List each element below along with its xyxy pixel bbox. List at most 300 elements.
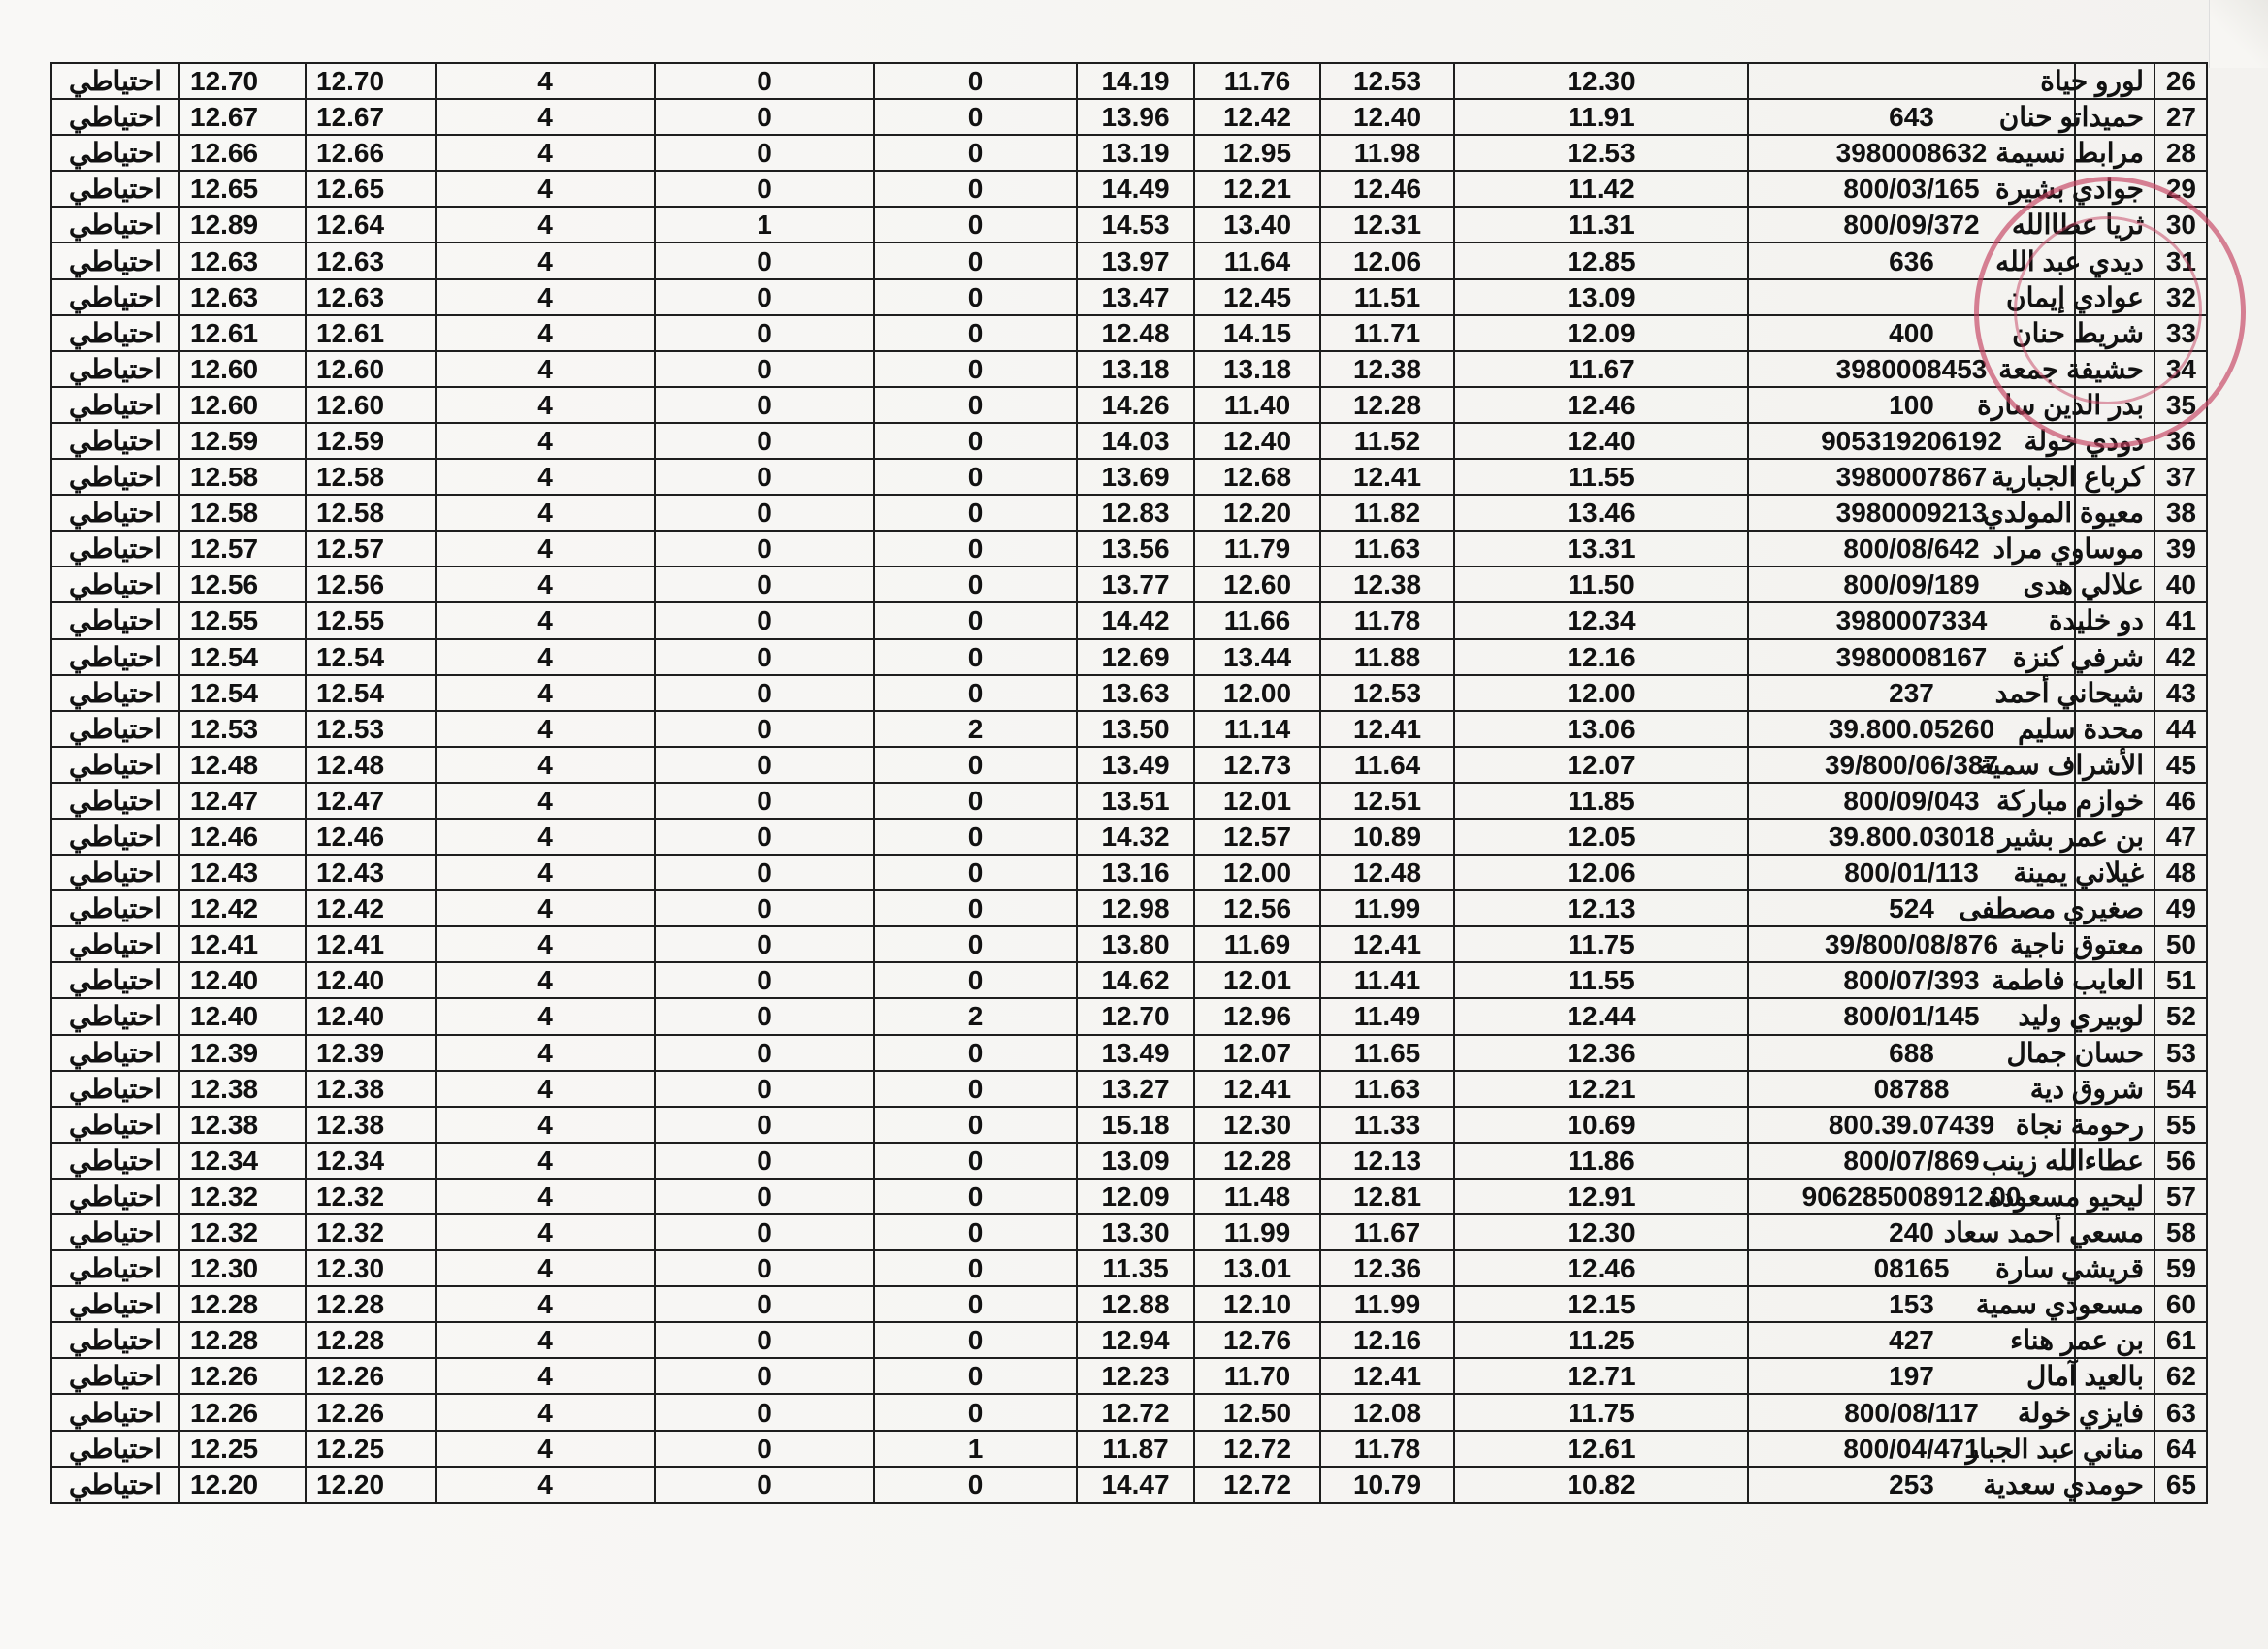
cell-id: 3980007334 (1748, 602, 2075, 638)
cell-g1: 11.75 (1454, 1394, 1748, 1430)
cell-idx: 63 (2155, 1394, 2207, 1430)
cell-c2: 0 (655, 1250, 874, 1286)
cell-c2: 0 (655, 566, 874, 602)
cell-g4: 13.69 (1077, 459, 1194, 495)
cell-g1: 12.40 (1454, 423, 1748, 459)
cell-idx: 51 (2155, 962, 2207, 998)
cell-id: 08165 (1748, 1250, 2075, 1286)
cell-id: 800/01/113 (1748, 855, 2075, 890)
cell-status: احتياطي (51, 962, 179, 998)
cell-c3: 4 (436, 747, 655, 783)
table-row (51, 1107, 2207, 1143)
cell-c2: 0 (655, 135, 874, 171)
cell-c3: 4 (436, 783, 655, 819)
cell-g2: 11.64 (1320, 747, 1454, 783)
cell-s1: 12.46 (179, 819, 306, 855)
cell-g4: 11.35 (1077, 1250, 1194, 1286)
cell-id: 39/800/08/876 (1748, 926, 2075, 962)
cell-c1: 0 (874, 962, 1077, 998)
cell-s1: 12.66 (179, 135, 306, 171)
cell-g2: 12.41 (1320, 926, 1454, 962)
cell-s1: 12.38 (179, 1107, 306, 1143)
cell-g4: 12.83 (1077, 495, 1194, 531)
cell-s1: 12.63 (179, 279, 306, 315)
cell-status: احتياطي (51, 171, 179, 207)
cell-s2: 12.34 (306, 1143, 436, 1179)
cell-g2: 12.41 (1320, 1358, 1454, 1394)
cell-c1: 0 (874, 242, 1077, 278)
cell-g3: 11.14 (1194, 711, 1320, 747)
cell-g3: 12.60 (1194, 566, 1320, 602)
cell-s2: 12.61 (306, 315, 436, 351)
cell-g3: 13.44 (1194, 639, 1320, 675)
cell-c2: 0 (655, 962, 874, 998)
table-row (51, 135, 2207, 171)
cell-s1: 12.53 (179, 711, 306, 747)
cell-status: احتياطي (51, 639, 179, 675)
cell-c1: 0 (874, 566, 1077, 602)
cell-status: احتياطي (51, 602, 179, 638)
cell-s2: 12.60 (306, 387, 436, 423)
table-row (51, 315, 2207, 351)
cell-g4: 12.48 (1077, 315, 1194, 351)
cell-g2: 12.41 (1320, 459, 1454, 495)
cell-g3: 12.41 (1194, 1071, 1320, 1107)
cell-c1: 0 (874, 926, 1077, 962)
cell-s2: 12.54 (306, 639, 436, 675)
cell-status: احتياطي (51, 819, 179, 855)
cell-idx: 38 (2155, 495, 2207, 531)
cell-c3: 4 (436, 890, 655, 926)
cell-status: احتياطي (51, 1107, 179, 1143)
cell-id: 3980007867 (1748, 459, 2075, 495)
cell-s2: 12.64 (306, 207, 436, 242)
cell-name: حومدي سعدية (2075, 1467, 2155, 1503)
cell-c2: 0 (655, 495, 874, 531)
cell-g2: 11.52 (1320, 423, 1454, 459)
cell-s1: 12.56 (179, 566, 306, 602)
cell-s1: 12.32 (179, 1179, 306, 1214)
cell-g3: 13.01 (1194, 1250, 1320, 1286)
cell-idx: 45 (2155, 747, 2207, 783)
cell-g3: 12.40 (1194, 423, 1320, 459)
cell-status: احتياطي (51, 315, 179, 351)
table-row (51, 1286, 2207, 1322)
cell-s2: 12.47 (306, 783, 436, 819)
cell-g3: 12.20 (1194, 495, 1320, 531)
cell-s2: 12.63 (306, 242, 436, 278)
cell-g2: 10.89 (1320, 819, 1454, 855)
cell-g2: 12.53 (1320, 675, 1454, 711)
cell-s1: 12.39 (179, 1035, 306, 1071)
table-row (51, 1431, 2207, 1467)
cell-s1: 12.20 (179, 1467, 306, 1503)
cell-s1: 12.38 (179, 1071, 306, 1107)
cell-c1: 1 (874, 1431, 1077, 1467)
cell-c3: 4 (436, 279, 655, 315)
cell-s1: 12.40 (179, 998, 306, 1034)
cell-s1: 12.89 (179, 207, 306, 242)
cell-name: معتوق ناجية (2075, 926, 2155, 962)
cell-g3: 12.96 (1194, 998, 1320, 1034)
cell-c2: 0 (655, 1214, 874, 1250)
cell-name: حسان جمال (2075, 1035, 2155, 1071)
cell-status: احتياطي (51, 63, 179, 99)
cell-status: احتياطي (51, 459, 179, 495)
cell-status: احتياطي (51, 1322, 179, 1358)
cell-name: العايب فاطمة (2075, 962, 2155, 998)
cell-s2: 12.25 (306, 1431, 436, 1467)
cell-g2: 12.36 (1320, 1250, 1454, 1286)
cell-g3: 12.57 (1194, 819, 1320, 855)
cell-c2: 0 (655, 747, 874, 783)
cell-g1: 12.13 (1454, 890, 1748, 926)
cell-c2: 0 (655, 279, 874, 315)
cell-idx: 43 (2155, 675, 2207, 711)
cell-name: معيوة المولدي (2075, 495, 2155, 531)
cell-id: 800/08/117 (1748, 1394, 2075, 1430)
table-row (51, 890, 2207, 926)
cell-c3: 4 (436, 1143, 655, 1179)
cell-idx: 29 (2155, 171, 2207, 207)
cell-s2: 12.28 (306, 1286, 436, 1322)
cell-c3: 4 (436, 1250, 655, 1286)
cell-name: بن عمر بشير (2075, 819, 2155, 855)
cell-c1: 0 (874, 1358, 1077, 1394)
cell-g4: 13.51 (1077, 783, 1194, 819)
cell-c1: 0 (874, 747, 1077, 783)
table-row (51, 747, 2207, 783)
cell-idx: 46 (2155, 783, 2207, 819)
cell-g4: 13.27 (1077, 1071, 1194, 1107)
cell-c3: 4 (436, 1286, 655, 1322)
cell-c3: 4 (436, 351, 655, 387)
table-row (51, 566, 2207, 602)
cell-c1: 0 (874, 1286, 1077, 1322)
cell-g3: 12.73 (1194, 747, 1320, 783)
cell-s2: 12.40 (306, 998, 436, 1034)
cell-s2: 12.65 (306, 171, 436, 207)
cell-g1: 12.30 (1454, 63, 1748, 99)
cell-g1: 11.50 (1454, 566, 1748, 602)
cell-c3: 4 (436, 855, 655, 890)
cell-s1: 12.55 (179, 602, 306, 638)
cell-g4: 12.72 (1077, 1394, 1194, 1430)
cell-c1: 0 (874, 1071, 1077, 1107)
cell-c1: 0 (874, 819, 1077, 855)
cell-s2: 12.60 (306, 351, 436, 387)
cell-id: 08788 (1748, 1071, 2075, 1107)
cell-idx: 62 (2155, 1358, 2207, 1394)
cell-g1: 12.00 (1454, 675, 1748, 711)
cell-g1: 11.75 (1454, 926, 1748, 962)
cell-name: رحومة نجاة (2075, 1107, 2155, 1143)
cell-s2: 12.26 (306, 1394, 436, 1430)
cell-c3: 4 (436, 1394, 655, 1430)
cell-g1: 12.30 (1454, 1214, 1748, 1250)
cell-c3: 4 (436, 1322, 655, 1358)
table-row (51, 531, 2207, 566)
cell-id: 3980009213 (1748, 495, 2075, 531)
table-row (51, 602, 2207, 638)
table-row (51, 711, 2207, 747)
cell-c2: 0 (655, 1286, 874, 1322)
cell-status: احتياطي (51, 1358, 179, 1394)
cell-s1: 12.41 (179, 926, 306, 962)
cell-c1: 0 (874, 855, 1077, 890)
cell-id: 237 (1748, 675, 2075, 711)
cell-c3: 4 (436, 926, 655, 962)
cell-c3: 4 (436, 602, 655, 638)
table-row (51, 351, 2207, 387)
cell-c3: 4 (436, 1214, 655, 1250)
cell-g2: 12.46 (1320, 171, 1454, 207)
cell-status: احتياطي (51, 675, 179, 711)
cell-name: فايزي خولة (2075, 1394, 2155, 1430)
cell-g4: 12.69 (1077, 639, 1194, 675)
cell-s1: 12.58 (179, 459, 306, 495)
cell-c1: 0 (874, 315, 1077, 351)
cell-c2: 0 (655, 171, 874, 207)
cell-g1: 12.46 (1454, 387, 1748, 423)
cell-c2: 0 (655, 1467, 874, 1503)
cell-g2: 12.40 (1320, 99, 1454, 135)
table-row (51, 1035, 2207, 1071)
cell-g4: 13.30 (1077, 1214, 1194, 1250)
cell-c1: 0 (874, 1179, 1077, 1214)
cell-g1: 10.82 (1454, 1467, 1748, 1503)
cell-g2: 12.31 (1320, 207, 1454, 242)
cell-g1: 13.31 (1454, 531, 1748, 566)
cell-s2: 12.41 (306, 926, 436, 962)
cell-id: 153 (1748, 1286, 2075, 1322)
cell-g3: 12.72 (1194, 1467, 1320, 1503)
cell-g2: 11.41 (1320, 962, 1454, 998)
cell-status: احتياطي (51, 207, 179, 242)
cell-name: شرفي كنزة (2075, 639, 2155, 675)
cell-g1: 12.44 (1454, 998, 1748, 1034)
cell-g2: 11.98 (1320, 135, 1454, 171)
cell-idx: 39 (2155, 531, 2207, 566)
cell-c1: 0 (874, 63, 1077, 99)
cell-idx: 32 (2155, 279, 2207, 315)
cell-s1: 12.54 (179, 675, 306, 711)
cell-idx: 56 (2155, 1143, 2207, 1179)
cell-g4: 13.50 (1077, 711, 1194, 747)
cell-c3: 4 (436, 459, 655, 495)
cell-c2: 0 (655, 1358, 874, 1394)
cell-g2: 12.13 (1320, 1143, 1454, 1179)
cell-idx: 33 (2155, 315, 2207, 351)
cell-id (1748, 63, 2075, 99)
cell-g3: 12.45 (1194, 279, 1320, 315)
cell-s1: 12.54 (179, 639, 306, 675)
table-row (51, 1214, 2207, 1250)
cell-c2: 0 (655, 711, 874, 747)
cell-g2: 12.53 (1320, 63, 1454, 99)
cell-s1: 12.34 (179, 1143, 306, 1179)
cell-id: 427 (1748, 1322, 2075, 1358)
cell-g4: 14.47 (1077, 1467, 1194, 1503)
cell-c2: 0 (655, 926, 874, 962)
cell-g4: 13.63 (1077, 675, 1194, 711)
cell-g2: 12.38 (1320, 566, 1454, 602)
cell-g2: 11.82 (1320, 495, 1454, 531)
cell-name: جوادي بشيرة (2075, 171, 2155, 207)
cell-g2: 12.28 (1320, 387, 1454, 423)
cell-name: مسعي أحمد سعاد (2075, 1214, 2155, 1250)
cell-g2: 11.71 (1320, 315, 1454, 351)
cell-g3: 11.40 (1194, 387, 1320, 423)
cell-idx: 50 (2155, 926, 2207, 962)
cell-status: احتياطي (51, 279, 179, 315)
table-row (51, 1179, 2207, 1214)
table-row (51, 1394, 2207, 1430)
cell-idx: 59 (2155, 1250, 2207, 1286)
cell-c2: 0 (655, 1179, 874, 1214)
cell-status: احتياطي (51, 1431, 179, 1467)
table-row (51, 1071, 2207, 1107)
cell-g1: 12.85 (1454, 242, 1748, 278)
cell-c1: 0 (874, 459, 1077, 495)
cell-c3: 4 (436, 639, 655, 675)
cell-id: 253 (1748, 1467, 2075, 1503)
cell-name: عوادي إيمان (2075, 279, 2155, 315)
cell-c3: 4 (436, 1431, 655, 1467)
table-row (51, 279, 2207, 315)
cell-idx: 44 (2155, 711, 2207, 747)
cell-id: 39.800.03018 (1748, 819, 2075, 855)
cell-c3: 4 (436, 423, 655, 459)
cell-g4: 13.09 (1077, 1143, 1194, 1179)
cell-id: 800.39.07439 (1748, 1107, 2075, 1143)
cell-status: احتياطي (51, 495, 179, 531)
cell-s2: 12.55 (306, 602, 436, 638)
cell-idx: 40 (2155, 566, 2207, 602)
cell-s2: 12.30 (306, 1250, 436, 1286)
cell-g3: 12.00 (1194, 855, 1320, 890)
cell-id: 800/09/372 (1748, 207, 2075, 242)
cell-name: حميداتو حنان (2075, 99, 2155, 135)
cell-c1: 0 (874, 1250, 1077, 1286)
cell-g3: 12.30 (1194, 1107, 1320, 1143)
cell-g4: 13.77 (1077, 566, 1194, 602)
cell-g1: 11.67 (1454, 351, 1748, 387)
cell-g1: 12.05 (1454, 819, 1748, 855)
cell-g2: 10.79 (1320, 1467, 1454, 1503)
cell-g1: 11.42 (1454, 171, 1748, 207)
cell-g1: 13.06 (1454, 711, 1748, 747)
cell-idx: 35 (2155, 387, 2207, 423)
cell-s1: 12.26 (179, 1358, 306, 1394)
cell-c2: 0 (655, 531, 874, 566)
cell-c1: 0 (874, 495, 1077, 531)
cell-s1: 12.61 (179, 315, 306, 351)
cell-id: 800/01/145 (1748, 998, 2075, 1034)
cell-g1: 12.36 (1454, 1035, 1748, 1071)
cell-s1: 12.26 (179, 1394, 306, 1430)
cell-g4: 14.42 (1077, 602, 1194, 638)
cell-c2: 0 (655, 99, 874, 135)
cell-name: بن عمر هناء (2075, 1322, 2155, 1358)
cell-g3: 12.01 (1194, 962, 1320, 998)
cell-s1: 12.57 (179, 531, 306, 566)
cell-s2: 12.58 (306, 459, 436, 495)
cell-g4: 15.18 (1077, 1107, 1194, 1143)
cell-c1: 0 (874, 1143, 1077, 1179)
cell-id: 636 (1748, 242, 2075, 278)
cell-g2: 11.65 (1320, 1035, 1454, 1071)
cell-g3: 11.66 (1194, 602, 1320, 638)
cell-c1: 0 (874, 1467, 1077, 1503)
cell-id: 800/07/393 (1748, 962, 2075, 998)
cell-g4: 12.23 (1077, 1358, 1194, 1394)
cell-s1: 12.63 (179, 242, 306, 278)
cell-g1: 10.69 (1454, 1107, 1748, 1143)
cell-name: محدة سليم (2075, 711, 2155, 747)
cell-idx: 55 (2155, 1107, 2207, 1143)
cell-g4: 13.47 (1077, 279, 1194, 315)
cell-g4: 12.94 (1077, 1322, 1194, 1358)
cell-c1: 0 (874, 207, 1077, 242)
cell-s2: 12.40 (306, 962, 436, 998)
cell-s1: 12.40 (179, 962, 306, 998)
cell-idx: 34 (2155, 351, 2207, 387)
cell-id: 800/03/165 (1748, 171, 2075, 207)
cell-c2: 0 (655, 783, 874, 819)
cell-c2: 0 (655, 351, 874, 387)
cell-g3: 12.07 (1194, 1035, 1320, 1071)
cell-c1: 2 (874, 998, 1077, 1034)
cell-name: شروق دية (2075, 1071, 2155, 1107)
cell-c2: 0 (655, 459, 874, 495)
cell-name: غيلاني يمينة (2075, 855, 2155, 890)
cell-c3: 4 (436, 566, 655, 602)
cell-g3: 12.68 (1194, 459, 1320, 495)
cell-id: 3980008632 (1748, 135, 2075, 171)
cell-name: صغيري مصطفى (2075, 890, 2155, 926)
table-row (51, 962, 2207, 998)
cell-idx: 31 (2155, 242, 2207, 278)
cell-s1: 12.67 (179, 99, 306, 135)
cell-s1: 12.60 (179, 387, 306, 423)
cell-c1: 0 (874, 890, 1077, 926)
cell-g3: 11.99 (1194, 1214, 1320, 1250)
cell-id: 800/07/869 (1748, 1143, 2075, 1179)
cell-name: علالي هدى (2075, 566, 2155, 602)
cell-idx: 64 (2155, 1431, 2207, 1467)
cell-g4: 12.09 (1077, 1179, 1194, 1214)
cell-g1: 11.55 (1454, 459, 1748, 495)
cell-s1: 12.60 (179, 351, 306, 387)
cell-status: احتياطي (51, 711, 179, 747)
cell-g4: 14.32 (1077, 819, 1194, 855)
cell-g2: 11.51 (1320, 279, 1454, 315)
cell-id: 688 (1748, 1035, 2075, 1071)
table-row (51, 459, 2207, 495)
cell-name: ليحيو مسعودة (2075, 1179, 2155, 1214)
cell-c3: 4 (436, 1107, 655, 1143)
cell-id: 3980008453 (1748, 351, 2075, 387)
cell-g3: 12.95 (1194, 135, 1320, 171)
cell-status: احتياطي (51, 1250, 179, 1286)
cell-c1: 0 (874, 423, 1077, 459)
cell-g1: 11.31 (1454, 207, 1748, 242)
cell-id: 39.800.05260 (1748, 711, 2075, 747)
table-row (51, 1467, 2207, 1503)
cell-idx: 65 (2155, 1467, 2207, 1503)
cell-g4: 13.16 (1077, 855, 1194, 890)
